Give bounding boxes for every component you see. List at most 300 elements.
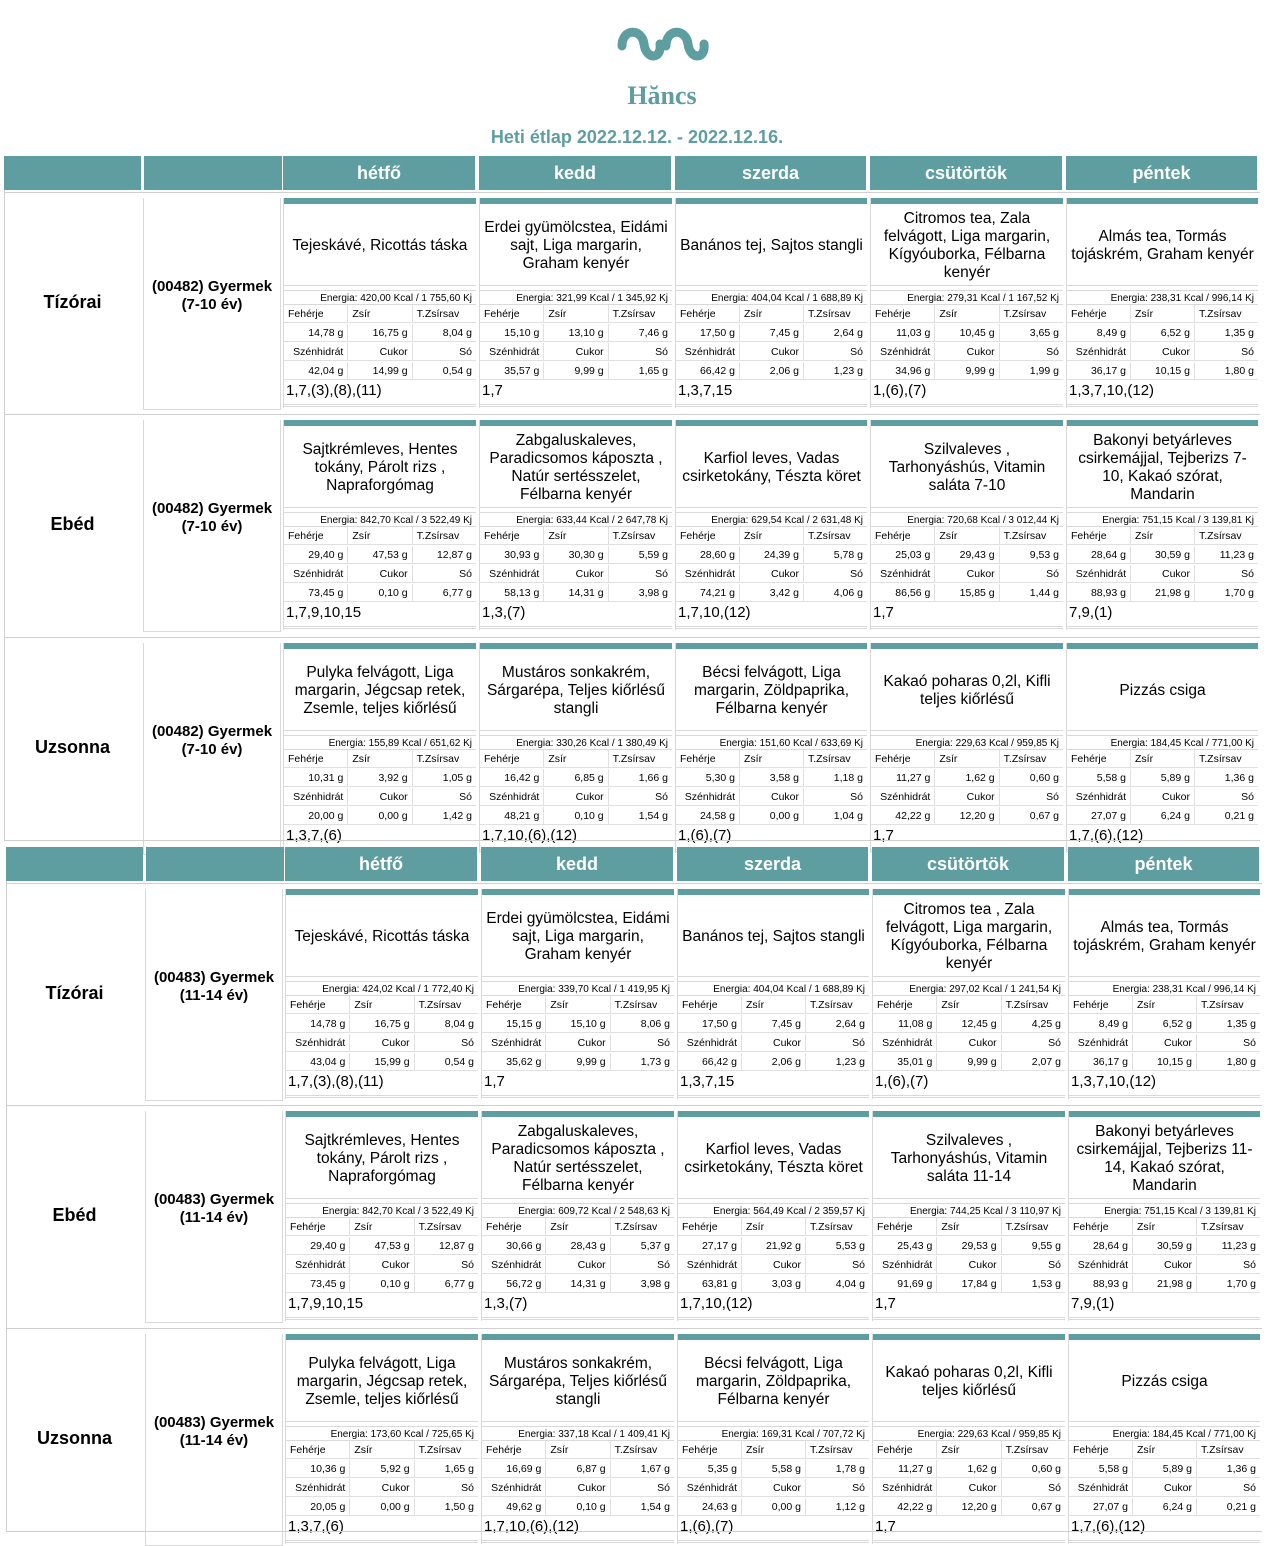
menu-text: Bakonyi betyárleves csirkemájjal, Tejberizs 7-10, Kakaó szórat, Mandarin bbox=[1067, 428, 1258, 508]
protein-value: 11,27 g bbox=[873, 1460, 937, 1478]
protein-value: 5,58 g bbox=[1067, 769, 1131, 787]
sugar-value: 21,98 g bbox=[1133, 1275, 1197, 1293]
protein-value: 8,49 g bbox=[1069, 1015, 1133, 1033]
satfat-label: T.Zsírsav bbox=[1195, 305, 1258, 323]
salt-value: 0,54 g bbox=[413, 362, 476, 380]
protein-label: Fehérje bbox=[873, 1441, 937, 1459]
protein-label: Fehérje bbox=[480, 527, 544, 545]
energy-value: Energia: 404,04 Kcal / 1 688,89 Kj bbox=[678, 981, 869, 996]
salt-value: 1,23 g bbox=[804, 362, 867, 380]
fat-value: 12,45 g bbox=[937, 1015, 1001, 1033]
protein-label: Fehérje bbox=[284, 305, 348, 323]
carb-value: 27,07 g bbox=[1067, 807, 1131, 825]
protein-value: 25,03 g bbox=[871, 546, 935, 564]
sugar-value: 0,00 g bbox=[740, 807, 804, 825]
fat-value: 24,39 g bbox=[740, 546, 804, 564]
menu-text: Karfiol leves, Vadas csirketokány, Tészta köret bbox=[676, 428, 867, 508]
satfat-label: T.Zsírsav bbox=[415, 996, 478, 1014]
allergen-codes: 1,7,9,10,15 bbox=[288, 1295, 364, 1312]
sugar-label: Cukor bbox=[348, 343, 412, 361]
protein-value: 5,35 g bbox=[678, 1460, 742, 1478]
energy-value: Energia: 297,02 Kcal / 1 241,54 Kj bbox=[873, 981, 1065, 996]
allergen-codes: 1,7,10,(6),(12) bbox=[484, 1518, 580, 1535]
satfat-value: 1,65 g bbox=[415, 1460, 478, 1478]
carb-value: 35,57 g bbox=[480, 362, 544, 380]
protein-value: 15,15 g bbox=[482, 1015, 546, 1033]
protein-value: 17,50 g bbox=[676, 324, 740, 342]
salt-value: 6,77 g bbox=[413, 584, 476, 602]
menu-text: Citromos tea, Zala felvágott, Liga margarin, Kígyóuborka, Félbarna kenyér bbox=[871, 206, 1063, 286]
fat-value: 3,58 g bbox=[740, 769, 804, 787]
fat-value: 15,10 g bbox=[546, 1015, 610, 1033]
menu-cell bbox=[677, 1111, 869, 1321]
carb-label: Szénhidrát bbox=[1069, 1479, 1133, 1497]
day-header: hétfő bbox=[283, 156, 475, 190]
sugar-label: Cukor bbox=[544, 343, 608, 361]
carb-value: 73,45 g bbox=[286, 1275, 350, 1293]
fat-value: 6,52 g bbox=[1131, 324, 1195, 342]
menu-cell bbox=[1068, 1111, 1260, 1321]
protein-label: Fehérje bbox=[678, 1441, 742, 1459]
menu-cell bbox=[283, 643, 476, 853]
fat-label: Zsír bbox=[740, 527, 804, 545]
carb-label: Szénhidrát bbox=[1067, 788, 1131, 806]
energy-value: Energia: 229,63 Kcal / 959,85 Kj bbox=[871, 735, 1063, 750]
satfat-value: 2,64 g bbox=[804, 324, 867, 342]
sugar-value: 0,10 g bbox=[544, 807, 608, 825]
allergen-codes: 1,(6),(7) bbox=[873, 382, 927, 399]
protein-label: Fehérje bbox=[286, 996, 350, 1014]
sugar-label: Cukor bbox=[937, 1479, 1001, 1497]
carb-value: 42,22 g bbox=[871, 807, 935, 825]
satfat-label: T.Zsírsav bbox=[1197, 1441, 1260, 1459]
salt-value: 1,50 g bbox=[415, 1498, 478, 1516]
group-label: (00483) Gyermek (11-14 év) bbox=[153, 969, 275, 1004]
satfat-label: T.Zsírsav bbox=[806, 1218, 869, 1236]
allergen-codes: 1,7 bbox=[482, 382, 503, 399]
allergen-codes: 1,7,(6),(12) bbox=[1071, 1518, 1146, 1535]
carb-value: 36,17 g bbox=[1069, 1053, 1133, 1071]
fat-value: 47,53 g bbox=[348, 546, 412, 564]
allergen-codes: 1,3,(7) bbox=[482, 604, 526, 621]
protein-value: 16,69 g bbox=[482, 1460, 546, 1478]
sugar-label: Cukor bbox=[742, 1034, 806, 1052]
day-header: szerda bbox=[677, 847, 868, 881]
salt-value: 6,77 g bbox=[415, 1275, 478, 1293]
menu-text: Zabgaluskaleves, Paradicsomos káposzta , Natúr sertésszelet, Félbarna kenyér bbox=[480, 428, 672, 508]
protein-label: Fehérje bbox=[871, 305, 935, 323]
menu-cell bbox=[481, 1111, 674, 1321]
salt-label: Só bbox=[413, 788, 476, 806]
salt-label: Só bbox=[806, 1256, 869, 1274]
fat-label: Zsír bbox=[348, 750, 412, 768]
allergen-codes: 1,3,7,10,(12) bbox=[1069, 382, 1155, 399]
salt-label: Só bbox=[611, 1479, 674, 1497]
protein-value: 11,08 g bbox=[873, 1015, 937, 1033]
sugar-label: Cukor bbox=[350, 1256, 414, 1274]
fat-label: Zsír bbox=[1133, 996, 1197, 1014]
menu-cell bbox=[872, 1334, 1065, 1544]
protein-label: Fehérje bbox=[1067, 305, 1131, 323]
menu-text: Sajtkrémleves, Hentes tokány, Párolt rizs , Napraforgómag bbox=[286, 1119, 478, 1199]
fat-label: Zsír bbox=[350, 1218, 414, 1236]
salt-value: 1,54 g bbox=[611, 1498, 674, 1516]
allergen-codes: 1,7 bbox=[875, 1295, 896, 1312]
meal-label: Tízórai bbox=[43, 292, 102, 312]
carb-label: Szénhidrát bbox=[482, 1479, 546, 1497]
salt-label: Só bbox=[1195, 565, 1258, 583]
sugar-value: 9,99 g bbox=[546, 1053, 610, 1071]
fat-label: Zsír bbox=[742, 1441, 806, 1459]
salt-label: Só bbox=[1197, 1256, 1260, 1274]
salt-label: Só bbox=[804, 788, 867, 806]
protein-label: Fehérje bbox=[676, 527, 740, 545]
sugar-value: 0,10 g bbox=[350, 1275, 414, 1293]
fat-label: Zsír bbox=[935, 750, 999, 768]
menu-text: Tejeskávé, Ricottás táska bbox=[286, 897, 478, 977]
allergen-codes: 1,7,9,10,15 bbox=[286, 604, 362, 621]
protein-value: 27,17 g bbox=[678, 1237, 742, 1255]
allergen-codes: 7,9,(1) bbox=[1071, 1295, 1115, 1312]
menu-cell bbox=[677, 1334, 869, 1544]
fat-label: Zsír bbox=[350, 996, 414, 1014]
allergen-codes: 1,7 bbox=[873, 604, 894, 621]
energy-value: Energia: 842,70 Kcal / 3 522,49 Kj bbox=[284, 512, 476, 527]
satfat-value: 0,60 g bbox=[1000, 769, 1063, 787]
salt-label: Só bbox=[415, 1034, 478, 1052]
carb-label: Szénhidrát bbox=[286, 1479, 350, 1497]
satfat-value: 5,53 g bbox=[806, 1237, 869, 1255]
satfat-value: 1,35 g bbox=[1195, 324, 1258, 342]
meal-label: Uzsonna bbox=[34, 737, 110, 757]
fat-label: Zsír bbox=[546, 1218, 610, 1236]
header-blank-1 bbox=[6, 847, 143, 881]
sugar-value: 0,00 g bbox=[350, 1498, 414, 1516]
satfat-label: T.Zsírsav bbox=[1000, 305, 1063, 323]
salt-label: Só bbox=[1002, 1479, 1065, 1497]
satfat-label: T.Zsírsav bbox=[806, 1441, 869, 1459]
menu-cell bbox=[872, 889, 1065, 1099]
fat-label: Zsír bbox=[740, 305, 804, 323]
satfat-label: T.Zsírsav bbox=[1000, 527, 1063, 545]
salt-label: Só bbox=[415, 1479, 478, 1497]
salt-label: Só bbox=[611, 1034, 674, 1052]
salt-label: Só bbox=[1000, 565, 1063, 583]
salt-label: Só bbox=[804, 565, 867, 583]
carb-value: 74,21 g bbox=[676, 584, 740, 602]
fat-label: Zsír bbox=[350, 1441, 414, 1459]
logo-text: Hăncs bbox=[627, 81, 697, 110]
fat-label: Zsír bbox=[935, 305, 999, 323]
menu-text: Kakaó poharas 0,2l, Kifli teljes kiőrlésű bbox=[871, 651, 1063, 731]
carb-value: 20,05 g bbox=[286, 1498, 350, 1516]
menu-text: Banános tej, Sajtos stangli bbox=[676, 206, 867, 286]
carb-label: Szénhidrát bbox=[676, 343, 740, 361]
protein-label: Fehérje bbox=[678, 996, 742, 1014]
menu-text: Pulyka felvágott, Liga margarin, Jégcsap retek, Zsemle, teljes kiőrlésű bbox=[284, 651, 476, 731]
sugar-value: 0,00 g bbox=[742, 1498, 806, 1516]
satfat-value: 1,05 g bbox=[413, 769, 476, 787]
meal-label: Ebéd bbox=[50, 514, 95, 534]
salt-label: Só bbox=[804, 343, 867, 361]
carb-label: Szénhidrát bbox=[1069, 1256, 1133, 1274]
fat-value: 47,53 g bbox=[350, 1237, 414, 1255]
protein-label: Fehérje bbox=[676, 750, 740, 768]
carb-label: Szénhidrát bbox=[678, 1479, 742, 1497]
allergen-codes: 1,7,(3),(8),(11) bbox=[286, 382, 382, 399]
protein-label: Fehérje bbox=[676, 305, 740, 323]
protein-value: 25,43 g bbox=[873, 1237, 937, 1255]
salt-label: Só bbox=[609, 788, 672, 806]
carb-value: 49,62 g bbox=[482, 1498, 546, 1516]
sugar-value: 12,20 g bbox=[935, 807, 999, 825]
allergen-codes: 1,7,(3),(8),(11) bbox=[288, 1073, 384, 1090]
energy-value: Energia: 751,15 Kcal / 3 139,81 Kj bbox=[1067, 512, 1258, 527]
satfat-value: 9,55 g bbox=[1002, 1237, 1065, 1255]
satfat-label: T.Zsírsav bbox=[609, 305, 672, 323]
menu-cell bbox=[870, 643, 1063, 853]
group-label: (00483) Gyermek (11-14 év) bbox=[153, 1191, 275, 1226]
fat-label: Zsír bbox=[937, 996, 1001, 1014]
fat-value: 30,59 g bbox=[1131, 546, 1195, 564]
protein-value: 29,40 g bbox=[286, 1237, 350, 1255]
carb-value: 66,42 g bbox=[678, 1053, 742, 1071]
allergen-codes: 1,7,10,(12) bbox=[678, 604, 751, 621]
protein-label: Fehérje bbox=[1067, 527, 1131, 545]
carb-value: 24,63 g bbox=[678, 1498, 742, 1516]
sugar-value: 14,31 g bbox=[544, 584, 608, 602]
menu-text: Szilvaleves , Tarhonyáshús, Vitamin saláta 11-14 bbox=[873, 1119, 1065, 1199]
menu-table-0 bbox=[4, 156, 1260, 842]
sugar-label: Cukor bbox=[742, 1479, 806, 1497]
menu-text: Pizzás csiga bbox=[1067, 651, 1258, 731]
salt-value: 4,06 g bbox=[804, 584, 867, 602]
sugar-value: 3,42 g bbox=[740, 584, 804, 602]
salt-value: 1,80 g bbox=[1197, 1053, 1260, 1071]
sugar-value: 2,06 g bbox=[740, 362, 804, 380]
protein-value: 8,49 g bbox=[1067, 324, 1131, 342]
sugar-label: Cukor bbox=[1131, 343, 1195, 361]
menu-cell bbox=[479, 420, 672, 630]
carb-label: Szénhidrát bbox=[1069, 1034, 1133, 1052]
fat-label: Zsír bbox=[1131, 305, 1195, 323]
protein-value: 16,42 g bbox=[480, 769, 544, 787]
carb-label: Szénhidrát bbox=[873, 1256, 937, 1274]
satfat-value: 8,04 g bbox=[413, 324, 476, 342]
protein-value: 10,31 g bbox=[284, 769, 348, 787]
salt-label: Só bbox=[1000, 788, 1063, 806]
satfat-value: 1,66 g bbox=[609, 769, 672, 787]
salt-value: 1,99 g bbox=[1000, 362, 1063, 380]
energy-value: Energia: 173,60 Kcal / 725,65 Kj bbox=[286, 1426, 478, 1441]
carb-value: 48,21 g bbox=[480, 807, 544, 825]
carb-value: 42,04 g bbox=[284, 362, 348, 380]
salt-label: Só bbox=[806, 1034, 869, 1052]
meal-label: Ebéd bbox=[52, 1205, 97, 1225]
header-blank-2 bbox=[146, 847, 284, 881]
fat-value: 3,92 g bbox=[348, 769, 412, 787]
salt-value: 1,80 g bbox=[1195, 362, 1258, 380]
menu-cell bbox=[675, 420, 867, 630]
fat-value: 6,87 g bbox=[546, 1460, 610, 1478]
carb-label: Szénhidrát bbox=[871, 565, 935, 583]
satfat-label: T.Zsírsav bbox=[1197, 996, 1260, 1014]
fat-value: 16,75 g bbox=[348, 324, 412, 342]
menu-text: Almás tea, Tormás tojáskrém, Graham kenyér bbox=[1069, 897, 1260, 977]
fat-label: Zsír bbox=[1131, 527, 1195, 545]
protein-label: Fehérje bbox=[284, 750, 348, 768]
salt-value: 0,67 g bbox=[1002, 1498, 1065, 1516]
menu-text: Karfiol leves, Vadas csirketokány, Tészta köret bbox=[678, 1119, 869, 1199]
fat-value: 28,43 g bbox=[546, 1237, 610, 1255]
carb-value: 43,04 g bbox=[286, 1053, 350, 1071]
header-blank-2 bbox=[144, 156, 282, 190]
satfat-label: T.Zsírsav bbox=[1000, 750, 1063, 768]
sugar-label: Cukor bbox=[1131, 788, 1195, 806]
group-label: (00482) Gyermek (7-10 év) bbox=[151, 278, 273, 313]
allergen-codes: 7,9,(1) bbox=[1069, 604, 1113, 621]
protein-label: Fehérje bbox=[284, 527, 348, 545]
carb-value: 88,93 g bbox=[1067, 584, 1131, 602]
allergen-codes: 1,7,(6),(12) bbox=[1069, 827, 1144, 844]
meal-label: Tízórai bbox=[45, 983, 104, 1003]
sugar-label: Cukor bbox=[740, 565, 804, 583]
carb-value: 36,17 g bbox=[1067, 362, 1131, 380]
fat-value: 5,58 g bbox=[742, 1460, 806, 1478]
menu-cell bbox=[283, 420, 476, 630]
carb-value: 88,93 g bbox=[1069, 1275, 1133, 1293]
sugar-label: Cukor bbox=[350, 1479, 414, 1497]
protein-label: Fehérje bbox=[678, 1218, 742, 1236]
satfat-value: 5,37 g bbox=[611, 1237, 674, 1255]
satfat-value: 0,60 g bbox=[1002, 1460, 1065, 1478]
energy-value: Energia: 321,99 Kcal / 1 345,92 Kj bbox=[480, 290, 672, 305]
group-label: (00482) Gyermek (7-10 év) bbox=[151, 500, 273, 535]
sugar-value: 14,31 g bbox=[546, 1275, 610, 1293]
carb-value: 63,81 g bbox=[678, 1275, 742, 1293]
protein-label: Fehérje bbox=[286, 1218, 350, 1236]
carb-label: Szénhidrát bbox=[676, 565, 740, 583]
sugar-value: 12,20 g bbox=[937, 1498, 1001, 1516]
salt-label: Só bbox=[413, 343, 476, 361]
menu-text: Erdei gyümölcstea, Eidámi sajt, Liga margarin, Graham kenyér bbox=[480, 206, 672, 286]
satfat-label: T.Zsírsav bbox=[611, 996, 674, 1014]
fat-value: 29,53 g bbox=[937, 1237, 1001, 1255]
header-blank-1 bbox=[4, 156, 141, 190]
salt-value: 1,42 g bbox=[413, 807, 476, 825]
satfat-label: T.Zsírsav bbox=[804, 527, 867, 545]
menu-text: Kakaó poharas 0,2l, Kifli teljes kiőrlésű bbox=[873, 1342, 1065, 1422]
menu-text: Citromos tea , Zala felvágott, Liga margarin, Kígyóuborka, Félbarna kenyér bbox=[873, 897, 1065, 977]
sugar-label: Cukor bbox=[740, 343, 804, 361]
energy-value: Energia: 564,49 Kcal / 2 359,57 Kj bbox=[678, 1203, 869, 1218]
satfat-value: 2,64 g bbox=[806, 1015, 869, 1033]
salt-value: 1,23 g bbox=[806, 1053, 869, 1071]
sugar-value: 9,99 g bbox=[937, 1053, 1001, 1071]
satfat-value: 5,59 g bbox=[609, 546, 672, 564]
satfat-label: T.Zsírsav bbox=[611, 1441, 674, 1459]
sugar-value: 0,10 g bbox=[546, 1498, 610, 1516]
menu-cell bbox=[870, 420, 1063, 630]
allergen-codes: 1,3,7,15 bbox=[680, 1073, 735, 1090]
menu-cell bbox=[1068, 889, 1260, 1099]
menu-text: Bécsi felvágott, Liga margarin, Zöldpaprika, Félbarna kenyér bbox=[678, 1342, 869, 1422]
energy-value: Energia: 229,63 Kcal / 959,85 Kj bbox=[873, 1426, 1065, 1441]
protein-value: 10,36 g bbox=[286, 1460, 350, 1478]
carb-label: Szénhidrát bbox=[286, 1256, 350, 1274]
menu-cell bbox=[283, 198, 476, 408]
menu-cell bbox=[1066, 420, 1258, 630]
sugar-label: Cukor bbox=[935, 788, 999, 806]
fat-value: 6,85 g bbox=[544, 769, 608, 787]
protein-label: Fehérje bbox=[871, 750, 935, 768]
carb-value: 35,01 g bbox=[873, 1053, 937, 1071]
energy-value: Energia: 751,15 Kcal / 3 139,81 Kj bbox=[1069, 1203, 1260, 1218]
day-header: kedd bbox=[479, 156, 671, 190]
carb-value: 91,69 g bbox=[873, 1275, 937, 1293]
sugar-value: 2,06 g bbox=[742, 1053, 806, 1071]
menu-text: Zabgaluskaleves, Paradicsomos káposzta , Natúr sertésszelet, Félbarna kenyér bbox=[482, 1119, 674, 1199]
energy-value: Energia: 744,25 Kcal / 3 110,97 Kj bbox=[873, 1203, 1065, 1218]
fat-value: 6,52 g bbox=[1133, 1015, 1197, 1033]
protein-label: Fehérje bbox=[1069, 1441, 1133, 1459]
fat-label: Zsír bbox=[544, 527, 608, 545]
meal-label: Uzsonna bbox=[36, 1428, 112, 1448]
fat-value: 16,75 g bbox=[350, 1015, 414, 1033]
allergen-codes: 1,3,(7) bbox=[484, 1295, 528, 1312]
satfat-value: 1,35 g bbox=[1197, 1015, 1260, 1033]
menu-text: Pulyka felvágott, Liga margarin, Jégcsap retek, Zsemle, teljes kiőrlésű bbox=[286, 1342, 478, 1422]
sugar-label: Cukor bbox=[1133, 1034, 1197, 1052]
fat-label: Zsír bbox=[348, 305, 412, 323]
protein-label: Fehérje bbox=[482, 996, 546, 1014]
allergen-codes: 1,(6),(7) bbox=[875, 1073, 929, 1090]
sugar-value: 9,99 g bbox=[544, 362, 608, 380]
menu-cell bbox=[675, 643, 867, 853]
fat-value: 13,10 g bbox=[544, 324, 608, 342]
protein-label: Fehérje bbox=[873, 996, 937, 1014]
fat-value: 7,45 g bbox=[740, 324, 804, 342]
salt-value: 1,73 g bbox=[611, 1053, 674, 1071]
carb-value: 56,72 g bbox=[482, 1275, 546, 1293]
salt-value: 4,04 g bbox=[806, 1275, 869, 1293]
salt-label: Só bbox=[1195, 343, 1258, 361]
sugar-value: 3,03 g bbox=[742, 1275, 806, 1293]
satfat-label: T.Zsírsav bbox=[804, 750, 867, 768]
sugar-label: Cukor bbox=[544, 788, 608, 806]
satfat-label: T.Zsírsav bbox=[804, 305, 867, 323]
day-header: hétfő bbox=[285, 847, 477, 881]
hancs-logo bbox=[612, 18, 712, 110]
carb-label: Szénhidrát bbox=[676, 788, 740, 806]
salt-value: 1,70 g bbox=[1195, 584, 1258, 602]
fat-label: Zsír bbox=[348, 527, 412, 545]
sugar-label: Cukor bbox=[546, 1479, 610, 1497]
fat-value: 7,45 g bbox=[742, 1015, 806, 1033]
energy-value: Energia: 629,54 Kcal / 2 631,48 Kj bbox=[676, 512, 867, 527]
carb-value: 34,96 g bbox=[871, 362, 935, 380]
menu-cell bbox=[285, 889, 478, 1099]
salt-value: 1,70 g bbox=[1197, 1275, 1260, 1293]
sugar-value: 6,24 g bbox=[1133, 1498, 1197, 1516]
protein-value: 30,66 g bbox=[482, 1237, 546, 1255]
protein-value: 14,78 g bbox=[286, 1015, 350, 1033]
satfat-label: T.Zsírsav bbox=[415, 1441, 478, 1459]
salt-label: Só bbox=[609, 343, 672, 361]
salt-value: 1,04 g bbox=[804, 807, 867, 825]
protein-value: 11,03 g bbox=[871, 324, 935, 342]
menu-text: Pizzás csiga bbox=[1069, 1342, 1260, 1422]
